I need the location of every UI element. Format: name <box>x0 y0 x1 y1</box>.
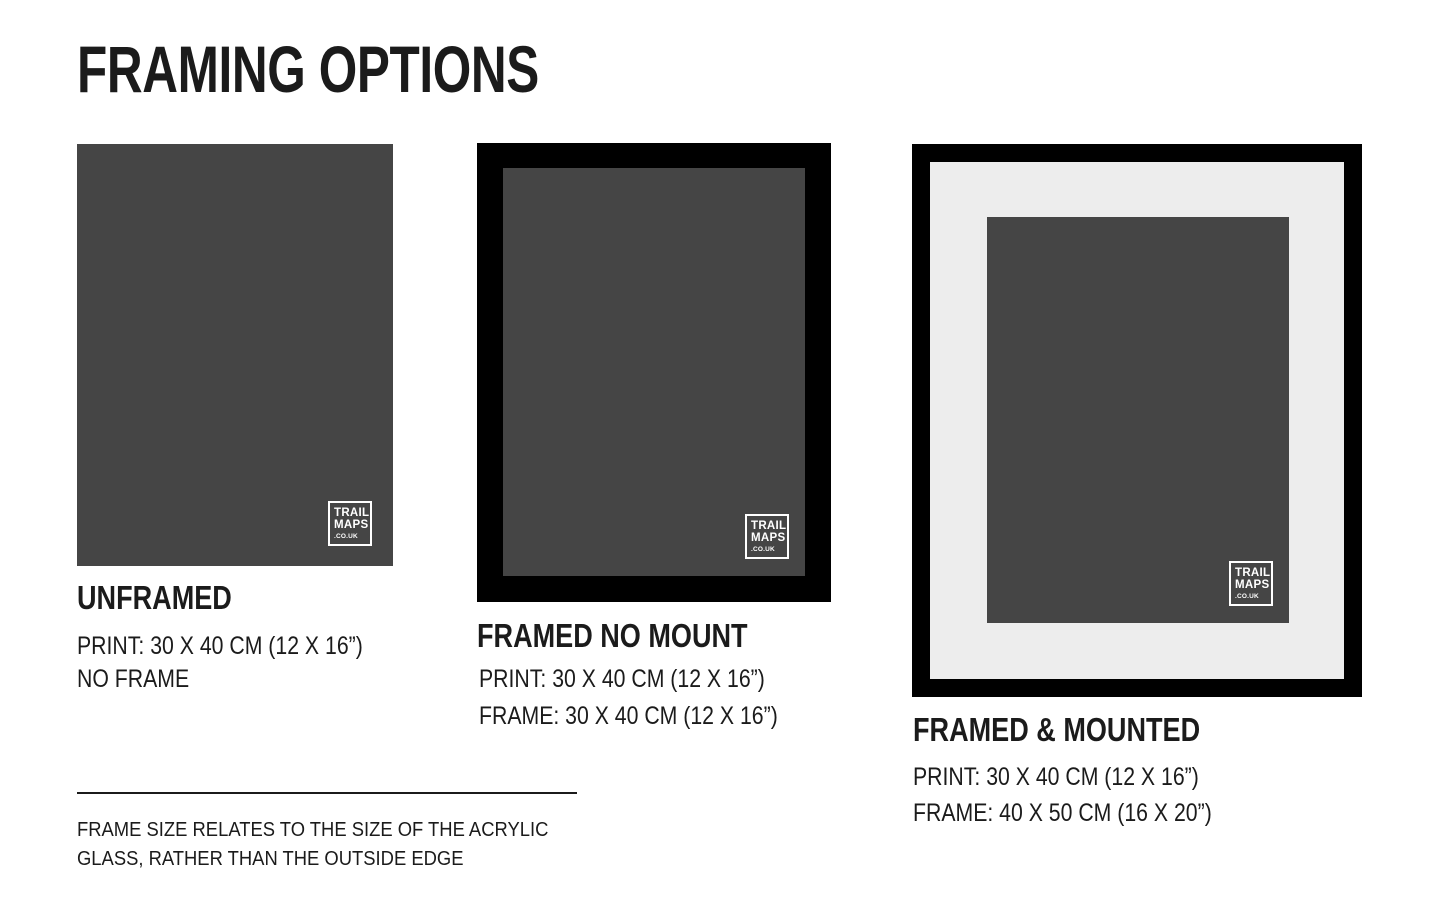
framed-no-mount-print-area <box>503 168 805 576</box>
logo-text-trail: TRAIL <box>1235 566 1271 579</box>
logo-text-couk: .CO.UK <box>1235 592 1259 600</box>
logo-text-couk: .CO.UK <box>334 532 358 540</box>
framed-mounted-frame-size: FRAME: 40 X 50 CM (16 X 20”) <box>913 799 1212 827</box>
option-heading-framed-mounted: FRAMED & MOUNTED <box>913 711 1201 748</box>
option-heading-framed-no-mount: FRAMED NO MOUNT <box>477 617 748 654</box>
logo-text-couk: .CO.UK <box>751 545 775 553</box>
footnote-line-1: FRAME SIZE RELATES TO THE SIZE OF THE ACRYLIC <box>77 819 549 841</box>
logo-text-maps: MAPS <box>334 519 369 531</box>
trailmaps-logo <box>745 514 789 559</box>
trailmaps-logo <box>1229 561 1273 606</box>
option-heading-unframed: UNFRAMED <box>77 579 232 616</box>
framed-no-mount-print-size: PRINT: 30 X 40 CM (12 X 16”) <box>479 665 765 693</box>
logo-text-trail: TRAIL <box>751 519 787 532</box>
framed-mounted-preview <box>912 144 1362 697</box>
trailmaps-logo <box>328 501 372 546</box>
unframed-frame-note: NO FRAME <box>77 665 190 693</box>
framed-mounted-print-area <box>987 217 1289 623</box>
framed-no-mount-preview <box>477 143 831 602</box>
footnote-divider <box>77 792 577 794</box>
framed-mounted-print-size: PRINT: 30 X 40 CM (12 X 16”) <box>913 763 1199 791</box>
logo-text-maps: MAPS <box>1235 579 1270 591</box>
unframed-print-size: PRINT: 30 X 40 CM (12 X 16”) <box>77 632 363 660</box>
logo-text-trail: TRAIL <box>334 506 370 519</box>
logo-text-maps: MAPS <box>751 532 786 544</box>
framed-no-mount-frame-size: FRAME: 30 X 40 CM (12 X 16”) <box>479 702 778 730</box>
footnote-line-2: GLASS, RATHER THAN THE OUTSIDE EDGE <box>77 848 464 870</box>
unframed-print-preview <box>77 144 393 566</box>
mount-area <box>930 162 1344 679</box>
page-title: FRAMING OPTIONS <box>77 32 539 106</box>
